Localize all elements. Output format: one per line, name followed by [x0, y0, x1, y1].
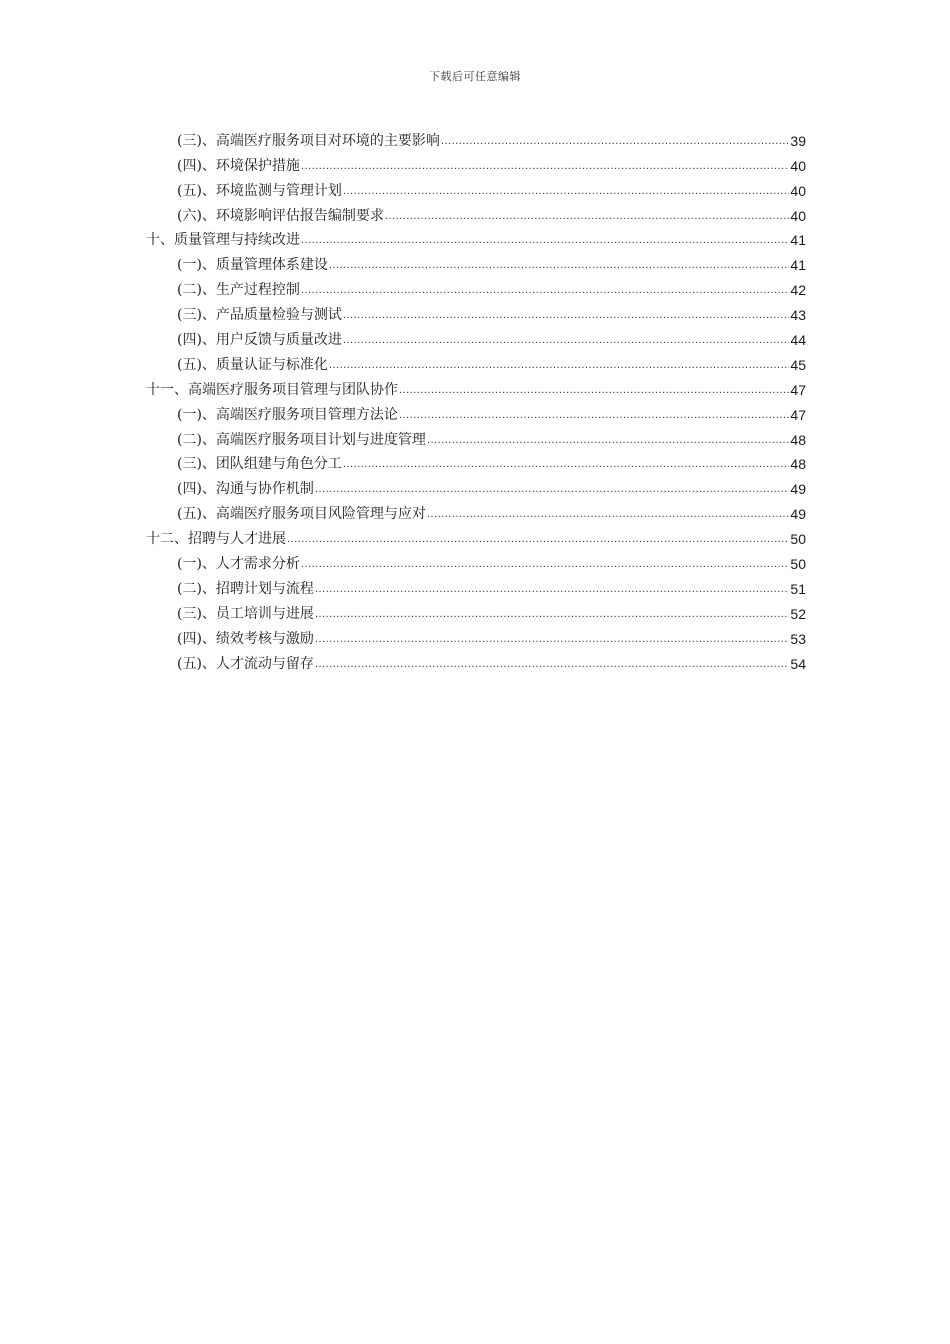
toc-entry[interactable]: [146, 350, 806, 375]
toc-entry-page-number: 47: [790, 406, 806, 423]
toc-entry-page-number: 40: [790, 182, 806, 199]
toc-entry[interactable]: [146, 599, 806, 624]
toc-dot-leader: [301, 553, 789, 574]
toc-entry-title: (一)、人才需求分析: [177, 556, 300, 573]
toc-entry[interactable]: [146, 524, 806, 549]
toc-entry[interactable]: [146, 624, 806, 649]
toc-entry-page-number: 50: [790, 531, 806, 548]
toc-entry-page-number: 48: [790, 456, 806, 473]
toc-entry[interactable]: [146, 250, 806, 275]
toc-entry[interactable]: [146, 425, 806, 450]
toc-entry[interactable]: [146, 474, 806, 499]
toc-dot-leader: [315, 653, 789, 674]
toc-dot-leader: [399, 379, 789, 400]
toc-dot-leader: [301, 229, 789, 250]
toc-entry-title: (五)、人才流动与留存: [177, 655, 314, 672]
toc-entry-title: (五)、高端医疗服务项目风险管理与应对: [177, 506, 426, 523]
toc-dot-leader: [315, 578, 789, 599]
table-of-contents: [146, 126, 806, 674]
toc-entry-title: (四)、绩效考核与激励: [177, 630, 314, 647]
toc-dot-leader: [385, 205, 789, 226]
toc-entry-page-number: 54: [790, 655, 806, 672]
toc-dot-leader: [315, 628, 789, 649]
toc-entry[interactable]: [146, 126, 806, 151]
toc-dot-leader: [441, 130, 789, 151]
toc-entry[interactable]: [146, 226, 806, 251]
toc-entry[interactable]: [146, 549, 806, 574]
toc-entry-title: (五)、环境监测与管理计划: [177, 182, 342, 199]
toc-entry[interactable]: [146, 176, 806, 201]
toc-entry-title: (二)、生产过程控制: [177, 282, 300, 299]
toc-entry[interactable]: [146, 450, 806, 475]
toc-entry-page-number: 51: [790, 580, 806, 597]
toc-entry-page-number: 52: [790, 605, 806, 622]
toc-entry-page-number: 49: [790, 506, 806, 523]
toc-entry-page-number: 39: [790, 132, 806, 149]
toc-entry-title: 十、质量管理与持续改进: [146, 232, 300, 249]
toc-dot-leader: [343, 453, 789, 474]
toc-entry[interactable]: [146, 574, 806, 599]
toc-dot-leader: [343, 180, 789, 201]
toc-entry-title: (三)、产品质量检验与测试: [177, 307, 342, 324]
toc-entry-page-number: 47: [790, 381, 806, 398]
toc-entry-page-number: 50: [790, 556, 806, 573]
toc-entry-title: (三)、团队组建与角色分工: [177, 456, 342, 473]
toc-entry-page-number: 45: [790, 356, 806, 373]
toc-entry[interactable]: [146, 201, 806, 226]
toc-entry[interactable]: [146, 325, 806, 350]
toc-dot-leader: [399, 404, 789, 425]
toc-entry[interactable]: [146, 300, 806, 325]
toc-entry-page-number: 41: [790, 232, 806, 249]
toc-entry-title: (四)、用户反馈与质量改进: [177, 332, 342, 349]
toc-entry-title: (四)、环境保护措施: [177, 157, 300, 174]
toc-entry[interactable]: [146, 499, 806, 524]
toc-entry-title: (六)、环境影响评估报告编制要求: [177, 207, 384, 224]
toc-dot-leader: [343, 329, 789, 350]
page-header: 下载后可任意编辑: [429, 70, 521, 83]
toc-entry-title: (四)、沟通与协作机制: [177, 481, 314, 498]
toc-entry-title: (一)、质量管理体系建设: [177, 257, 328, 274]
toc-entry-title: (一)、高端医疗服务项目管理方法论: [177, 406, 398, 423]
toc-dot-leader: [301, 155, 789, 176]
toc-dot-leader: [343, 304, 789, 325]
toc-dot-leader: [315, 603, 789, 624]
toc-entry-page-number: 40: [790, 157, 806, 174]
toc-entry-title: (三)、员工培训与进展: [177, 605, 314, 622]
toc-entry-page-number: 49: [790, 481, 806, 498]
toc-dot-leader: [287, 528, 789, 549]
toc-entry[interactable]: [146, 151, 806, 176]
toc-entry-title: 十二、招聘与人才进展: [146, 531, 286, 548]
toc-entry[interactable]: [146, 375, 806, 400]
toc-entry-title: 十一、高端医疗服务项目管理与团队协作: [146, 381, 398, 398]
toc-entry-page-number: 40: [790, 207, 806, 224]
toc-entry-page-number: 44: [790, 332, 806, 349]
toc-dot-leader: [427, 429, 789, 450]
toc-dot-leader: [301, 279, 789, 300]
toc-entry-title: (三)、高端医疗服务项目对环境的主要影响: [177, 132, 440, 149]
toc-entry-page-number: 42: [790, 282, 806, 299]
toc-entry-title: (二)、招聘计划与流程: [177, 580, 314, 597]
toc-entry[interactable]: [146, 649, 806, 674]
toc-entry-page-number: 48: [790, 431, 806, 448]
toc-entry-page-number: 41: [790, 257, 806, 274]
toc-dot-leader: [315, 478, 789, 499]
toc-entry-page-number: 43: [790, 307, 806, 324]
toc-entry-page-number: 53: [790, 630, 806, 647]
toc-entry[interactable]: [146, 275, 806, 300]
toc-entry-title: (五)、质量认证与标准化: [177, 356, 328, 373]
toc-entry[interactable]: [146, 400, 806, 425]
toc-dot-leader: [329, 254, 789, 275]
toc-dot-leader: [427, 503, 789, 524]
toc-dot-leader: [329, 354, 789, 375]
toc-entry-title: (二)、高端医疗服务项目计划与进度管理: [177, 431, 426, 448]
